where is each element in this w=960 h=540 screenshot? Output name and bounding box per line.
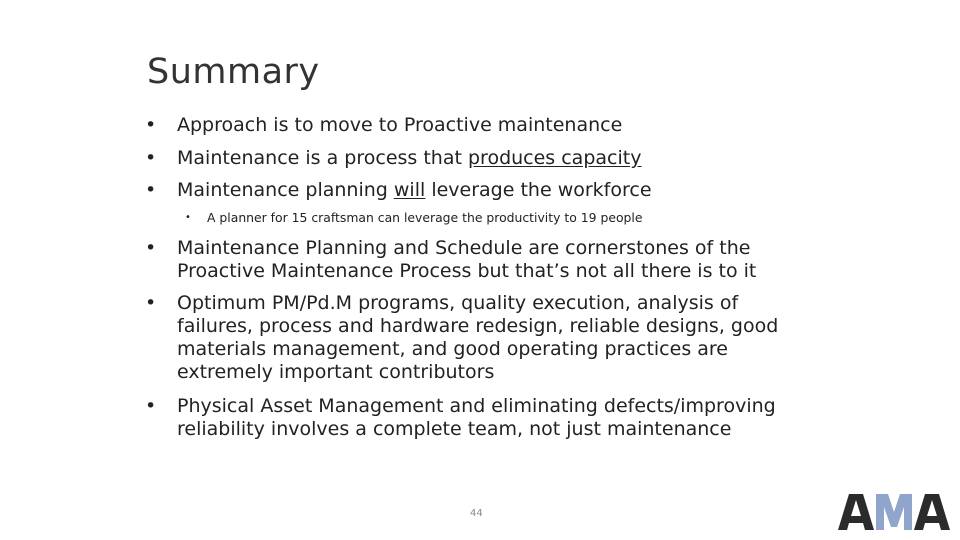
bullet-text-part: Approach is to move to Proactive maintenance <box>177 114 623 136</box>
bullet-dot-icon: • <box>145 147 157 169</box>
page-number: 44 <box>470 508 483 519</box>
bullet-text-part: leverage the workforce <box>425 179 652 201</box>
bullet-text-underlined: will <box>393 179 426 201</box>
sub-bullet-item <box>185 210 642 226</box>
bullet-text: Physical Asset Management and eliminating defects/improving reliability involves a complete team, not just maintenance <box>177 395 776 440</box>
bullet-item <box>145 292 802 384</box>
bullet-dot-icon: • <box>145 114 157 136</box>
bullet-text-part: Maintenance planning <box>177 179 394 201</box>
bullet-text-part: Maintenance is a process that <box>177 147 468 169</box>
bullet-dot-icon: • <box>145 292 157 314</box>
logo-letter-m <box>876 494 912 530</box>
ama-logo <box>838 494 950 530</box>
bullet-text: Optimum PM/Pd.M programs, quality execution, analysis of failures, process and hardware redesign, reliable designs, good materials management, and good operating practices are extremely important contributors <box>177 292 779 383</box>
bullet-item <box>145 147 802 170</box>
bullet-text-underlined: produces capacity <box>467 147 642 169</box>
bullet-dot-icon: • <box>145 179 157 201</box>
bullet-item <box>145 114 802 137</box>
slide-title: Summary <box>147 52 320 92</box>
sub-bullet-text: A planner for 15 craftsman can leverage the productivity to 19 people <box>207 210 643 225</box>
bullet-dot-icon: • <box>145 395 157 417</box>
bullet-text <box>177 114 802 137</box>
bullet-text <box>177 147 802 170</box>
bullet-item <box>145 179 802 202</box>
bullet-text: Maintenance Planning and Schedule are cornerstones of the Proactive Maintenance Process but that’s not all there is to it <box>177 237 757 282</box>
bullet-item <box>145 395 802 441</box>
bullet-dot-icon: • <box>145 237 157 259</box>
sub-bullet-dot-icon: • <box>185 212 191 223</box>
bullet-text <box>177 179 802 202</box>
bullet-item <box>145 237 802 283</box>
